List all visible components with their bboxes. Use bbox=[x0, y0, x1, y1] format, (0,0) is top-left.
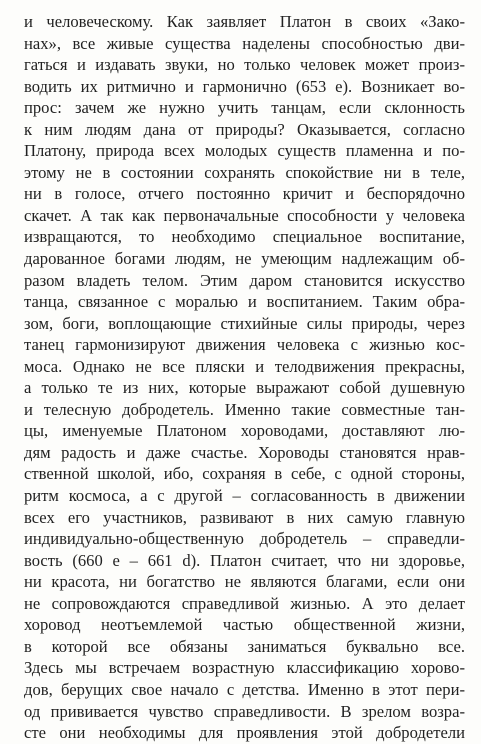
text-line: ни красота, ни богатство не являются благами, если они bbox=[24, 572, 465, 592]
text-line: Платону, природа всех молодых существ пламенна и по- bbox=[24, 141, 465, 161]
text-line: Здесь мы встречаем возрастную классификацию хорово- bbox=[24, 658, 465, 678]
text-line: индивидуально-общественную добродетель – справедли- bbox=[24, 529, 465, 549]
text-line: не сопровождаются справедливой жизнью. А это делает bbox=[24, 593, 465, 613]
text-line: ственной школой, ибо, сохраняя в себе, с одной стороны, bbox=[24, 464, 465, 484]
text-line: дям радость и даже счастье. Хороводы становятся нрав- bbox=[24, 442, 465, 462]
text-line: и телесную добродетель. Именно такие совместные тан- bbox=[24, 399, 465, 419]
text-line: дов, берущих свое начало с детства. Именно в этот пери- bbox=[24, 679, 465, 699]
text-line: моса. Однако не все пляски и телодвижения прекрасны, bbox=[24, 356, 465, 376]
text-line: извращаются, то необходимо специальное воспитание, bbox=[24, 227, 465, 247]
text-line: ритм космоса, а с другой – согласованность в движении bbox=[24, 486, 465, 506]
text-line: к ним людям дана от природы? Оказывается, согласно bbox=[24, 119, 465, 139]
text-line: танец гармонизируют движения человека с жизнью кос- bbox=[24, 335, 465, 355]
text-line: разом владеть телом. Этим даром становится искусство bbox=[24, 270, 465, 290]
text-line: ни в голосе, отчего постоянно кричит и беспорядочно bbox=[24, 184, 465, 204]
text-line: од прививается чувство справедливости. В зрелом возра- bbox=[24, 701, 465, 721]
text-line: танца, связанное с моралью и воспитанием. Таким обра- bbox=[24, 292, 465, 312]
text-line: скачет. А так как первоначальные способности у человека bbox=[24, 205, 465, 225]
text-line: водить их ритмично и гармонично (653 е). Возникает во- bbox=[24, 76, 465, 96]
text-line: нах», все живые существа наделены способностью дви- bbox=[24, 33, 465, 53]
text-line: хоровод неотъемлемой частью общественной жизни, bbox=[24, 615, 465, 635]
text-line: в которой все обязаны заниматься буквально все. bbox=[24, 636, 465, 656]
text-line: прос: зачем же нужно учить танцам, если склонность bbox=[24, 98, 465, 118]
text-line: гаться и издавать звуки, но только человек может произ- bbox=[24, 55, 465, 75]
text-line: а только те из них, которые выражают собой душевную bbox=[24, 378, 465, 398]
text-line: вость (660 е – 661 d). Платон считает, что ни здоровье, bbox=[24, 550, 465, 570]
text-line: дарованное богами людям, не умеющим надлежащим об- bbox=[24, 249, 465, 269]
text-line: сте они необходимы для проявления этой добродетели bbox=[24, 723, 465, 743]
text-line: цы, именуемые Платоном хороводами, доставляют лю- bbox=[24, 421, 465, 441]
text-line: всех его участников, развивают в них самую главную bbox=[24, 507, 465, 527]
text-line: и человеческому. Как заявляет Платон в своих «Зако- bbox=[24, 12, 465, 31]
text-line: этому не в состоянии сохранять спокойствие ни в теле, bbox=[24, 162, 465, 182]
text-line: зом, боги, воплощающие стихийные силы природы, через bbox=[24, 313, 465, 333]
